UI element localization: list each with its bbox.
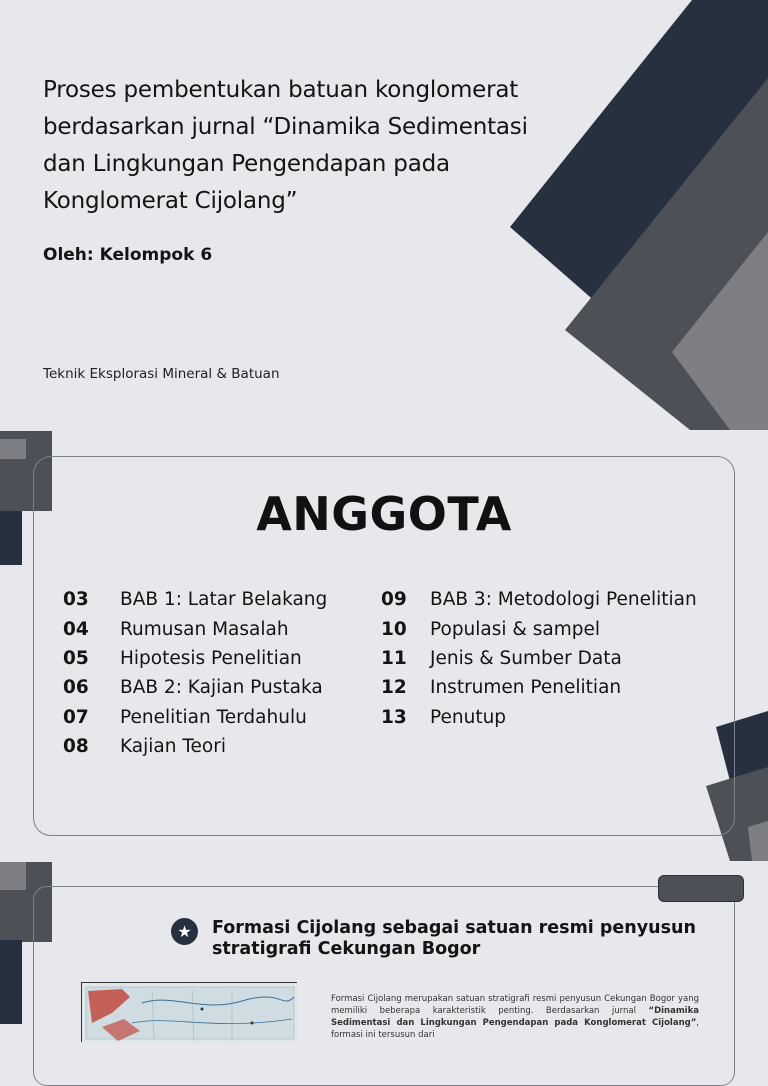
- body-intro: Formasi Cijolang merupakan satuan stratigrafi resmi penyusun Cekungan Bogor yang memiliki beberapa karakteristik penting. Berdasarkan jurnal: [331, 994, 699, 1016]
- slide-tag-pill: [658, 875, 744, 902]
- toc-item: [63, 585, 327, 614]
- toc-label: Hipotesis Penelitian: [120, 647, 302, 669]
- light-gray-corner-block: [0, 439, 26, 459]
- toc-item: [63, 732, 327, 761]
- cover-slide: [0, 0, 768, 430]
- toc-item: [381, 703, 697, 732]
- toc-number: 07: [63, 706, 89, 728]
- toc-item: [381, 644, 697, 673]
- formation-slide: [0, 862, 768, 1040]
- light-gray-corner-block: [0, 862, 26, 890]
- toc-number: 03: [63, 589, 89, 611]
- toc-item: [63, 614, 327, 643]
- members-slide: [0, 431, 768, 861]
- body-rest: , formasi ini tersusun dari: [331, 1018, 699, 1040]
- section-heading: Formasi Cijolang sebagai satuan resmi penyusun stratigrafi Cekungan Bogor: [212, 918, 696, 959]
- toc-item: [381, 585, 697, 614]
- map-figure: [82, 983, 298, 1043]
- toc-number: 05: [63, 647, 89, 669]
- presentation-title: Proses pembentukan batuan konglomerat berdasarkan jurnal “Dinamika Sedimentasi dan Lingkungan Pengendapan pada Konglomerat Cijolang”: [43, 77, 528, 214]
- toc-label: Instrumen Penelitian: [430, 677, 622, 699]
- toc-label: Kajian Teori: [120, 736, 226, 758]
- body-paragraph: [331, 993, 699, 1041]
- toc-number: 06: [63, 677, 89, 699]
- star-icon: ★: [171, 918, 198, 945]
- toc-label: Penelitian Terdahulu: [120, 706, 307, 728]
- toc-label: BAB 2: Kajian Pustaka: [120, 677, 323, 699]
- toc-left-column: [63, 585, 327, 761]
- slide-heading: ANGGOTA: [256, 487, 512, 541]
- toc-item: [381, 614, 697, 643]
- toc-item: [63, 644, 327, 673]
- geologic-map-image: [81, 982, 297, 1042]
- toc-label: Populasi & sampel: [430, 618, 600, 640]
- toc-item: [63, 703, 327, 732]
- toc-number: 12: [381, 677, 407, 699]
- author-byline: Oleh: Kelompok 6: [43, 245, 213, 265]
- toc-number: 10: [381, 618, 407, 640]
- toc-number: 13: [381, 706, 407, 728]
- body-journal-title: “Dinamika Sedimentasi dan Lingkungan Pengendapan pada Konglomerat Cijolang”: [331, 1006, 699, 1028]
- department-label: Teknik Eksplorasi Mineral & Batuan: [43, 366, 280, 382]
- toc-number: 08: [63, 736, 89, 758]
- navy-corner-block: [0, 940, 22, 1024]
- toc-number: 09: [381, 589, 407, 611]
- toc-number: 04: [63, 618, 89, 640]
- toc-item: [381, 673, 697, 702]
- toc-number: 11: [381, 647, 407, 669]
- toc-item: [63, 673, 327, 702]
- toc-label: Penutup: [430, 706, 507, 728]
- toc-label: Rumusan Masalah: [120, 618, 289, 640]
- toc-right-column: [381, 585, 697, 732]
- toc-label: Jenis & Sumber Data: [430, 647, 622, 669]
- toc-label: BAB 3: Metodologi Penelitian: [430, 589, 697, 611]
- toc-label: BAB 1: Latar Belakang: [120, 589, 328, 611]
